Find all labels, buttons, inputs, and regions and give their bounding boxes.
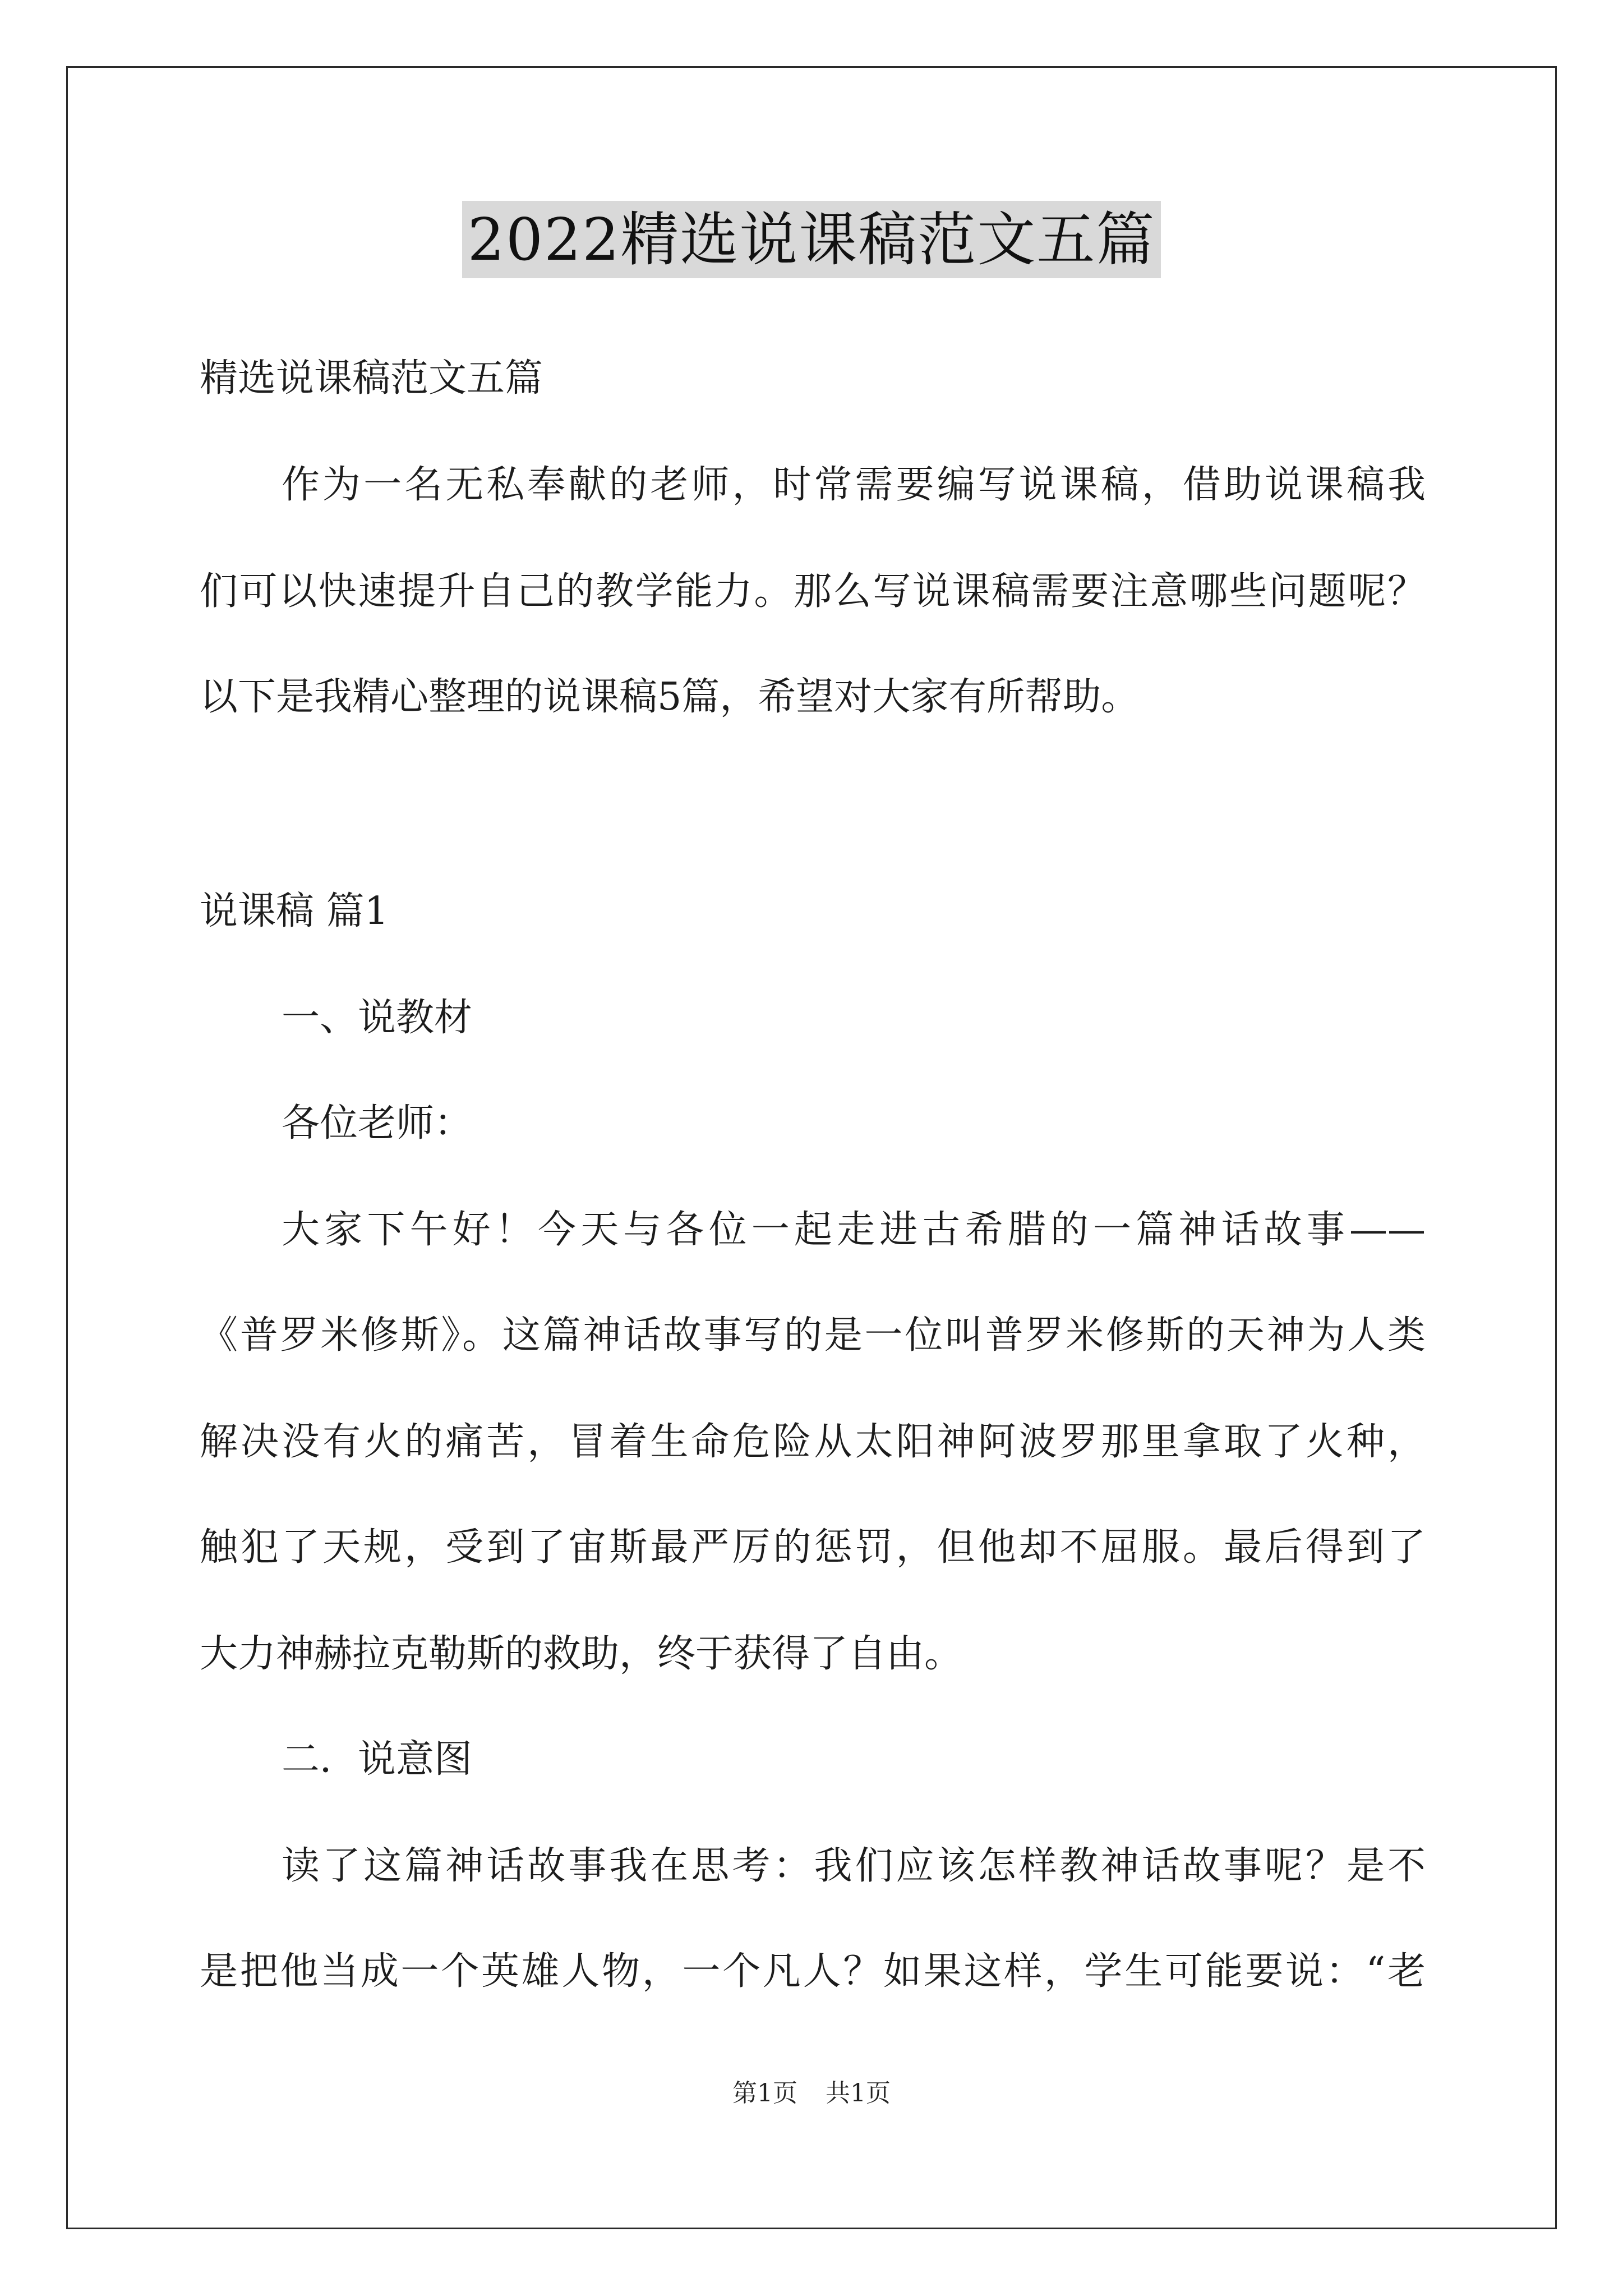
page-footer	[0, 2078, 1623, 2109]
title-container	[0, 201, 1623, 278]
body1-line-5: 大力神赫拉克勒斯的救助，终于获得了自由。	[200, 1632, 963, 1676]
body1-line-1: 大家下午好！今天与各位一起走进古希腊的一篇神话故事——	[282, 1208, 1426, 1252]
intro-line-1: 作为一名无私奉献的老师，时常需要编写说课稿，借助说课稿我	[282, 463, 1426, 507]
subtitle: 精选说课稿范文五篇	[200, 356, 543, 401]
intro-line-3: 以下是我精心整理的说课稿5篇，希望对大家有所帮助。	[200, 675, 1140, 719]
greeting: 各位老师：	[282, 1101, 473, 1145]
intro-line-2: 们可以快速提升自己的教学能力。那么写说课稿需要注意哪些问题呢？	[200, 569, 1426, 614]
part2-heading: 二．说意图	[282, 1737, 473, 1782]
part1-heading: 一、说教材	[282, 996, 473, 1040]
body1-line-3: 解决没有火的痛苦，冒着生命危险从太阳神阿波罗那里拿取了火种，	[200, 1420, 1426, 1464]
body1-line-4: 触犯了天规，受到了宙斯最严厉的惩罚，但他却不屈服。最后得到了	[200, 1525, 1426, 1570]
body1-line-2: 《普罗米修斯》。这篇神话故事写的是一位叫普罗米修斯的天神为人类	[200, 1313, 1426, 1358]
page-total: 共1页	[826, 2079, 891, 2108]
page-number: 第1页	[732, 2079, 797, 2108]
document-title: 2022精选说课稿范文五篇	[462, 201, 1161, 278]
section-heading: 说课稿 篇1	[200, 889, 389, 933]
body2-line-2: 是把他当成一个英雄人物，一个凡人？如果这样，学生可能要说：“老	[200, 1949, 1426, 1994]
body2-line-1: 读了这篇神话故事我在思考：我们应该怎样教神话故事呢？是不	[282, 1844, 1426, 1888]
